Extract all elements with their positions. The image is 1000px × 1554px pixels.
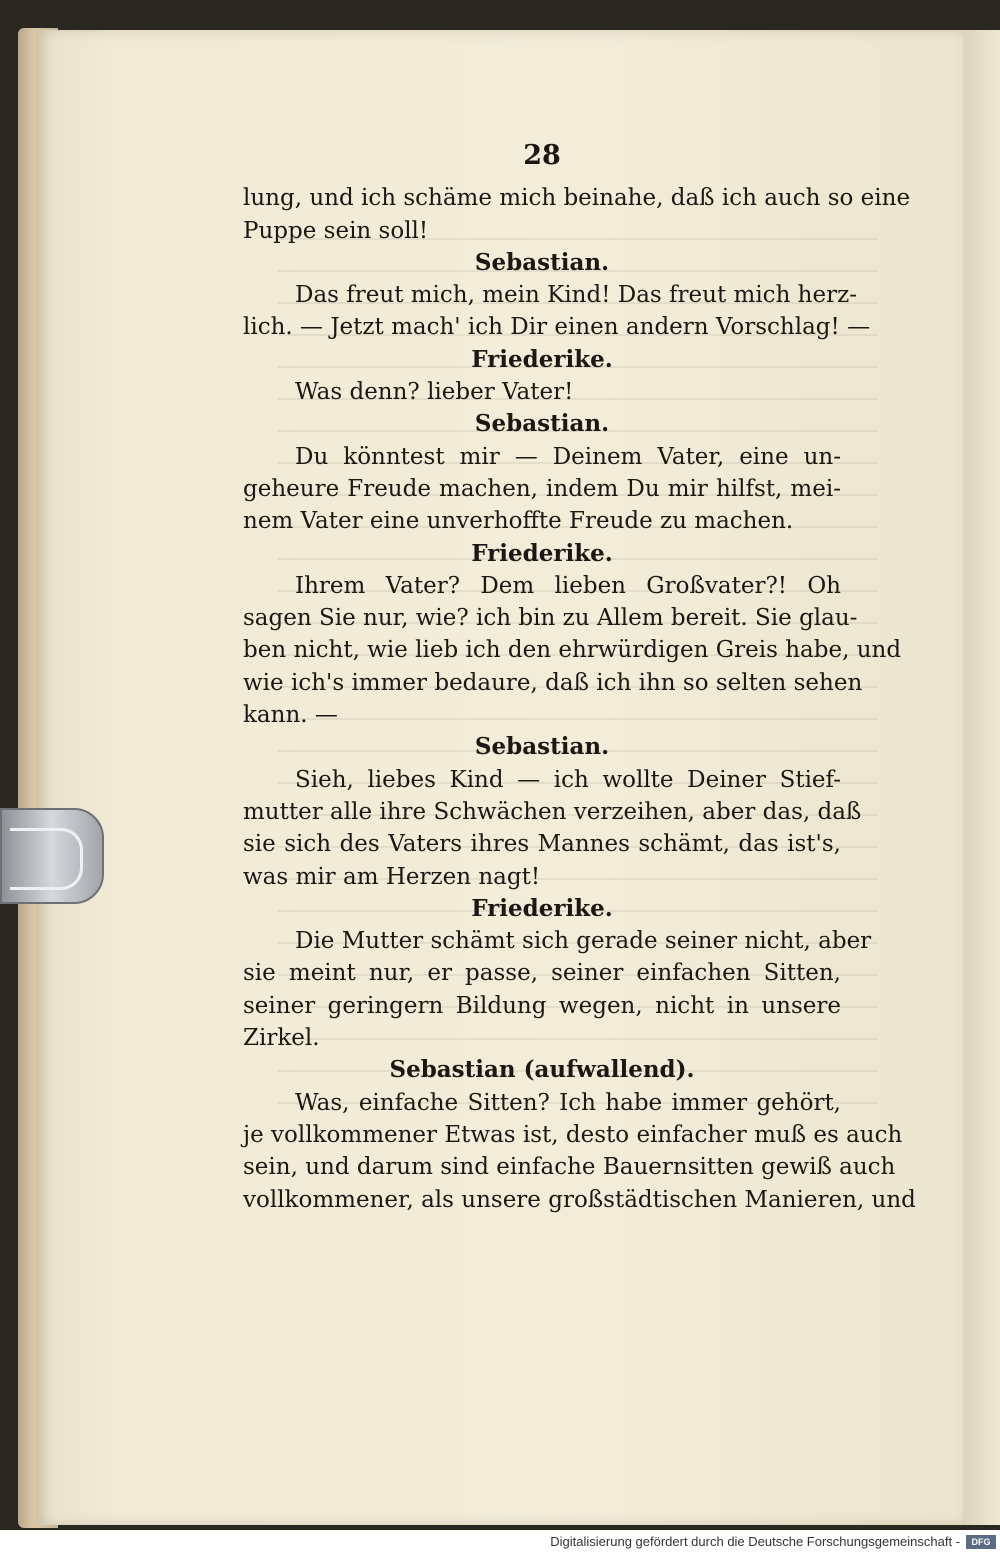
text-line: sie meint nur, er passe, seiner einfachen Sitten,	[243, 960, 841, 987]
text-line: Das freut mich, mein Kind! Das freut mich herz-	[295, 282, 857, 309]
speaker-name: Friederike.	[471, 894, 613, 922]
text-line: Du könntest mir — Deinem Vater, eine un-	[295, 443, 841, 470]
speaker-name: Friederike.	[471, 345, 613, 373]
text-line: geheure Freude machen, indem Du mir hilfst, mei-	[243, 475, 841, 502]
text-line: sie sich des Vaters ihres Mannes schämt, das ist's,	[243, 831, 841, 858]
dfg-logo: DFG	[966, 1535, 996, 1549]
text-line: kann. —	[243, 702, 338, 729]
text-line: lung, und ich schäme mich beinahe, daß ich auch so eine	[243, 185, 911, 212]
text-line: Was, einfache Sitten? Ich habe immer gehört,	[295, 1089, 841, 1116]
text-line: mutter alle ihre Schwächen verzeihen, aber das, daß	[243, 798, 862, 825]
text-line: Ihrem Vater? Dem lieben Großvater?! Oh	[295, 572, 841, 599]
text-line: was mir am Herzen nagt!	[243, 863, 541, 890]
facing-page-edge	[963, 30, 1000, 1525]
paper-clip-icon	[0, 808, 104, 904]
funding-notice: Digitalisierung gefördert durch die Deutsche Forschungsgemeinschaft -	[550, 1534, 960, 1549]
text-line: Die Mutter schämt sich gerade seiner nicht, aber	[295, 928, 872, 955]
text-line: vollkommener, als unsere großstädtischen Manieren, und	[243, 1186, 916, 1213]
page-text	[243, 140, 916, 1216]
speaker-name: Sebastian.	[474, 248, 610, 276]
speaker-name: Sebastian.	[474, 410, 610, 438]
text-line: Sieh, liebes Kind — ich wollte Deiner Stief-	[295, 766, 841, 793]
text-line: lich. — Jetzt mach' ich Dir einen andern Vorschlag! —	[243, 314, 871, 341]
text-line: Zirkel.	[243, 1025, 320, 1052]
text-line: seiner geringern Bildung wegen, nicht in unsere	[243, 992, 841, 1019]
text-line: sein, und darum sind einfache Bauernsitten gewiß auch	[243, 1154, 896, 1181]
speaker-name: Friederike.	[471, 539, 613, 567]
speaker-name: Sebastian (aufwallend).	[389, 1056, 695, 1084]
text-line: wie ich's immer bedaure, daß ich ihn so selten sehen	[243, 669, 863, 696]
text-line: ben nicht, wie lieb ich den ehrwürdigen Greis habe, und	[243, 637, 902, 664]
text-line: Was denn? lieber Vater!	[295, 379, 574, 406]
text-line: sagen Sie nur, wie? ich bin zu Allem bereit. Sie glau-	[243, 605, 858, 632]
text-line: je vollkommener Etwas ist, desto einfacher muß es auch	[243, 1121, 903, 1148]
footer-bar	[0, 1530, 1000, 1554]
page-number: 28	[523, 140, 561, 171]
speaker-name: Sebastian.	[474, 733, 610, 761]
text-line: nem Vater eine unverhoffte Freude zu machen.	[243, 508, 794, 535]
text-line: Puppe sein soll!	[243, 217, 429, 244]
